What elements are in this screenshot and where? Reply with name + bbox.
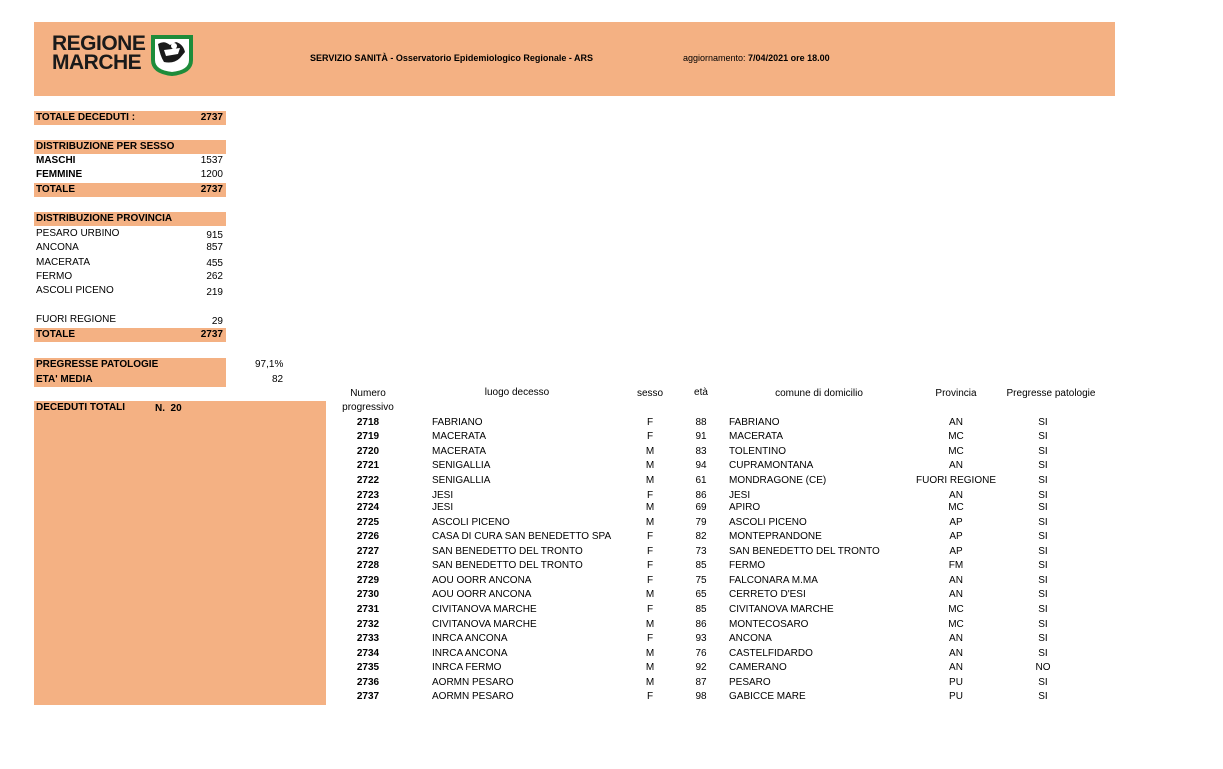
- row-luogo: JESI: [432, 502, 454, 513]
- row-luogo: SENIGALLIA: [432, 460, 491, 471]
- table-row: [0, 445, 1223, 459]
- row-comune: SAN BENEDETTO DEL TRONTO: [729, 546, 880, 557]
- row-comune: MONTEPRANDONE: [729, 531, 822, 542]
- province-row: [34, 227, 226, 241]
- row-luogo: SENIGALLIA: [432, 475, 491, 486]
- femmine-value: 1200: [200, 169, 223, 180]
- row-numero: 2723: [356, 490, 380, 501]
- row-provincia: PU: [949, 691, 963, 702]
- row-comune: FERMO: [729, 560, 766, 571]
- row-provincia: AN: [949, 575, 963, 586]
- row-numero: 2731: [356, 604, 380, 615]
- row-luogo: CIVITANOVA MARCHE: [432, 619, 537, 630]
- deceduti-totali-label: DECEDUTI TOTALI: [36, 402, 126, 413]
- row-eta: 83: [695, 446, 707, 457]
- province-value: 455: [206, 258, 223, 269]
- row-comune: PESARO: [729, 677, 771, 688]
- row-sesso: M: [645, 648, 655, 659]
- row-provincia: FUORI REGIONE: [915, 475, 996, 486]
- col-header-patologie: Pregresse patologie: [1006, 388, 1096, 399]
- row-eta: 93: [695, 633, 707, 644]
- row-eta: 88: [695, 417, 707, 428]
- row-eta: 98: [695, 691, 707, 702]
- province-name: PESARO URBINO: [36, 228, 120, 239]
- province-name: ANCONA: [36, 242, 79, 253]
- row-comune: MACERATA: [729, 431, 784, 442]
- province-value: 857: [206, 242, 223, 253]
- row-luogo: AORMN PESARO: [432, 677, 514, 688]
- row-comune: ASCOLI PICENO: [729, 517, 807, 528]
- row-sesso: M: [645, 475, 655, 486]
- row-eta: 73: [695, 546, 707, 557]
- update-info: [683, 53, 830, 63]
- fuori-regione-label: FUORI REGIONE: [36, 314, 117, 325]
- femmine-row: [34, 168, 226, 182]
- row-luogo: AORMN PESARO: [432, 691, 514, 702]
- provincia-header-label: DISTRIBUZIONE PROVINCIA: [36, 213, 173, 224]
- row-luogo: INRCA ANCONA: [432, 648, 508, 659]
- table-row: [0, 474, 1223, 488]
- row-eta: 75: [695, 575, 707, 586]
- row-patologie: SI: [1038, 648, 1048, 659]
- row-provincia: AN: [949, 460, 963, 471]
- row-comune: CAMERANO: [729, 662, 787, 673]
- row-sesso: F: [646, 575, 654, 586]
- province-value: 262: [206, 271, 223, 282]
- row-comune: JESI: [729, 490, 751, 501]
- row-comune: CERRETO D'ESI: [729, 589, 806, 600]
- col-header-numero: [340, 387, 396, 415]
- patologie-value: 97,1%: [255, 359, 284, 370]
- row-provincia: AN: [949, 417, 963, 428]
- row-sesso: M: [645, 677, 655, 688]
- row-luogo: AOU OORR ANCONA: [432, 575, 532, 586]
- row-provincia: AP: [949, 517, 963, 528]
- table-row: [0, 690, 1223, 704]
- row-sesso: F: [646, 691, 654, 702]
- row-sesso: F: [646, 604, 654, 615]
- row-numero: 2730: [356, 589, 380, 600]
- row-comune: TOLENTINO: [729, 446, 787, 457]
- row-sesso: M: [645, 517, 655, 528]
- row-numero: 2721: [356, 460, 380, 471]
- row-patologie: SI: [1038, 633, 1048, 644]
- row-provincia: AN: [949, 490, 963, 501]
- deceduti-totali-value: N. 20: [155, 403, 182, 414]
- row-sesso: F: [646, 633, 654, 644]
- row-sesso: M: [645, 589, 655, 600]
- row-provincia: AN: [949, 589, 963, 600]
- row-numero: 2722: [356, 475, 380, 486]
- fuori-regione-value: 29: [211, 316, 223, 327]
- row-patologie: SI: [1038, 490, 1048, 501]
- row-sesso: F: [646, 490, 654, 501]
- province-name: FERMO: [36, 271, 73, 282]
- province-row: [34, 241, 226, 255]
- row-sesso: M: [645, 502, 655, 513]
- row-provincia: MC: [948, 502, 964, 513]
- row-numero: 2726: [356, 531, 380, 542]
- sesso-totale-value: 2737: [200, 184, 223, 195]
- logo-line2: MARCHE: [52, 51, 142, 74]
- logo-wordmark: [52, 34, 145, 72]
- row-eta: 92: [695, 662, 707, 673]
- femmine-label: FEMMINE: [36, 169, 83, 180]
- province-row: [34, 284, 226, 298]
- row-provincia: PU: [949, 677, 963, 688]
- row-sesso: F: [646, 431, 654, 442]
- table-row: [0, 501, 1223, 515]
- totale-deceduti-value: 2737: [200, 112, 223, 123]
- row-numero: 2725: [356, 517, 380, 528]
- row-provincia: FM: [948, 560, 964, 571]
- row-provincia: MC: [948, 619, 964, 630]
- row-patologie: SI: [1038, 502, 1048, 513]
- table-row: [0, 661, 1223, 675]
- row-eta: 85: [695, 560, 707, 571]
- row-patologie: SI: [1038, 619, 1048, 630]
- eta-media-value: 82: [272, 374, 284, 385]
- table-row: [0, 676, 1223, 690]
- row-numero: 2735: [356, 662, 380, 673]
- row-eta: 86: [695, 490, 707, 501]
- province-name: MACERATA: [36, 257, 91, 268]
- row-patologie: SI: [1038, 431, 1048, 442]
- row-comune: CASTELFIDARDO: [729, 648, 813, 659]
- row-patologie: SI: [1038, 560, 1048, 571]
- row-sesso: F: [646, 417, 654, 428]
- row-comune: GABICCE MARE: [729, 691, 806, 702]
- row-eta: 79: [695, 517, 707, 528]
- row-comune: MONDRAGONE (CE): [729, 475, 827, 486]
- table-row: [0, 647, 1223, 661]
- update-label: aggiornamento:: [683, 53, 749, 63]
- row-patologie: SI: [1038, 446, 1048, 457]
- row-luogo: FABRIANO: [432, 417, 483, 428]
- row-patologie: SI: [1038, 546, 1048, 557]
- table-row: [0, 459, 1223, 473]
- region-emblem-icon: [150, 34, 194, 76]
- provincia-header: [34, 212, 226, 226]
- table-row: [0, 416, 1223, 430]
- row-comune: MONTECOSARO: [729, 619, 809, 630]
- fuori-regione-row: [34, 313, 226, 327]
- row-eta: 91: [695, 431, 707, 442]
- row-eta: 61: [695, 475, 707, 486]
- col-header-comune: comune di domicilio: [775, 388, 863, 399]
- row-luogo: MACERATA: [432, 431, 487, 442]
- row-numero: 2718: [356, 417, 380, 428]
- row-patologie: SI: [1038, 691, 1048, 702]
- row-numero: 2737: [356, 691, 380, 702]
- row-patologie: NO: [1035, 662, 1051, 673]
- row-sesso: M: [645, 460, 655, 471]
- row-comune: APIRO: [729, 502, 761, 513]
- totale-deceduti-row: [34, 111, 226, 125]
- row-patologie: SI: [1038, 460, 1048, 471]
- row-luogo: SAN BENEDETTO DEL TRONTO: [432, 560, 583, 571]
- row-patologie: SI: [1038, 531, 1048, 542]
- row-numero: 2720: [356, 446, 380, 457]
- row-provincia: AN: [949, 648, 963, 659]
- row-numero: 2719: [356, 431, 380, 442]
- row-eta: 76: [695, 648, 707, 659]
- row-provincia: AP: [949, 546, 963, 557]
- row-comune: FALCONARA M.MA: [729, 575, 818, 586]
- row-comune: CIVITANOVA MARCHE: [729, 604, 834, 615]
- row-eta: 86: [695, 619, 707, 630]
- row-numero: 2732: [356, 619, 380, 630]
- row-eta: 69: [695, 502, 707, 513]
- row-luogo: MACERATA: [432, 446, 487, 457]
- sesso-header: [34, 140, 226, 154]
- logo-line1: REGIONE: [52, 32, 146, 55]
- table-row: [0, 516, 1223, 530]
- row-luogo: SAN BENEDETTO DEL TRONTO: [432, 546, 583, 557]
- row-luogo: AOU OORR ANCONA: [432, 589, 532, 600]
- row-patologie: SI: [1038, 417, 1048, 428]
- row-luogo: CASA DI CURA SAN BENEDETTO SPA: [432, 531, 612, 542]
- sesso-totale-label: TOTALE: [36, 184, 76, 195]
- row-numero: 2729: [356, 575, 380, 586]
- province-row: [34, 270, 226, 284]
- table-row: [0, 588, 1223, 602]
- row-patologie: SI: [1038, 589, 1048, 600]
- header-banner: [34, 22, 1115, 96]
- row-comune: CUPRAMONTANA: [729, 460, 814, 471]
- row-eta: 87: [695, 677, 707, 688]
- row-patologie: SI: [1038, 604, 1048, 615]
- row-numero: 2727: [356, 546, 380, 557]
- table-row: [0, 632, 1223, 646]
- row-sesso: M: [645, 446, 655, 457]
- row-eta: 94: [695, 460, 707, 471]
- table-row: [0, 545, 1223, 559]
- province-value: 915: [206, 230, 223, 241]
- row-numero: 2736: [356, 677, 380, 688]
- col-header-numero-line2: progressivo: [342, 402, 394, 413]
- row-numero: 2733: [356, 633, 380, 644]
- row-comune: FABRIANO: [729, 417, 780, 428]
- maschi-label: MASCHI: [36, 155, 76, 166]
- row-patologie: SI: [1038, 575, 1048, 586]
- row-provincia: AN: [949, 662, 963, 673]
- row-eta: 65: [695, 589, 707, 600]
- sesso-totale-row: [34, 183, 226, 197]
- row-sesso: F: [646, 560, 654, 571]
- table-row: [0, 603, 1223, 617]
- col-header-numero-line1: Numero: [350, 388, 386, 399]
- provincia-totale-label: TOTALE: [36, 329, 76, 340]
- row-provincia: AN: [949, 633, 963, 644]
- table-row: [0, 430, 1223, 444]
- provincia-totale-value: 2737: [200, 329, 223, 340]
- row-luogo: INRCA ANCONA: [432, 633, 508, 644]
- row-eta: 82: [695, 531, 707, 542]
- row-patologie: SI: [1038, 677, 1048, 688]
- row-provincia: MC: [948, 431, 964, 442]
- table-row: [0, 574, 1223, 588]
- row-patologie: SI: [1038, 475, 1048, 486]
- row-sesso: M: [645, 619, 655, 630]
- provincia-totale-row: [34, 328, 226, 342]
- table-row: [0, 618, 1223, 632]
- table-row: [0, 530, 1223, 544]
- col-header-provincia: Provincia: [935, 388, 977, 399]
- row-provincia: MC: [948, 604, 964, 615]
- col-header-sesso: sesso: [636, 388, 664, 399]
- eta-media-label: ETA' MEDIA: [36, 374, 93, 385]
- row-luogo: INRCA FERMO: [432, 662, 502, 673]
- row-numero: 2724: [356, 502, 380, 513]
- province-name: ASCOLI PICENO: [36, 285, 114, 296]
- row-provincia: AP: [949, 531, 963, 542]
- maschi-row: [34, 154, 226, 168]
- col-header-luogo: luogo decesso: [484, 387, 550, 398]
- row-eta: 85: [695, 604, 707, 615]
- row-numero: 2734: [356, 648, 380, 659]
- totale-deceduti-label: TOTALE DECEDUTI :: [36, 112, 136, 123]
- patologie-label: PREGRESSE PATOLOGIE: [36, 359, 159, 370]
- maschi-value: 1537: [200, 155, 223, 166]
- col-header-eta: età: [694, 387, 708, 398]
- update-value: 7/04/2021 ore 18.00: [748, 53, 830, 63]
- row-luogo: ASCOLI PICENO: [432, 517, 510, 528]
- row-comune: ANCONA: [729, 633, 772, 644]
- province-value: 219: [206, 287, 223, 298]
- row-provincia: MC: [948, 446, 964, 457]
- row-sesso: F: [646, 531, 654, 542]
- row-sesso: F: [646, 546, 654, 557]
- row-patologie: SI: [1038, 517, 1048, 528]
- service-title: SERVIZIO SANITÀ - Osservatorio Epidemiologico Regionale - ARS: [310, 53, 594, 63]
- sesso-header-label: DISTRIBUZIONE PER SESSO: [36, 141, 175, 152]
- province-row: [34, 256, 226, 270]
- row-luogo: JESI: [432, 490, 454, 501]
- row-sesso: M: [645, 662, 655, 673]
- row-luogo: CIVITANOVA MARCHE: [432, 604, 537, 615]
- table-row: [0, 559, 1223, 573]
- row-numero: 2728: [356, 560, 380, 571]
